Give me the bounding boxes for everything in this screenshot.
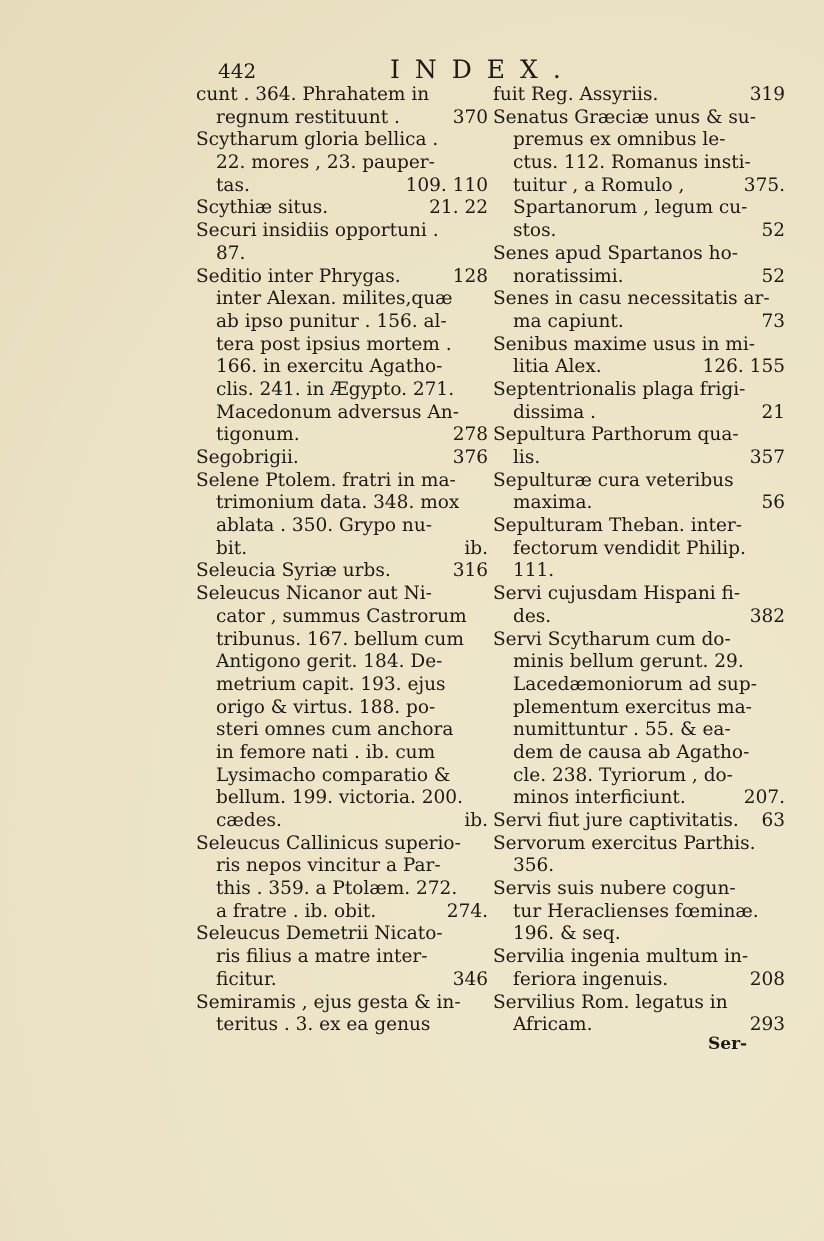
index-line	[196, 492, 488, 515]
index-text: dem de causa ab Agatho-	[513, 741, 750, 763]
index-text: Seditio inter Phrygas.	[196, 265, 401, 287]
index-text: Seleucus Nicanor aut Ni-	[196, 583, 432, 605]
index-text: in femore nati . ib. cum	[216, 741, 436, 763]
index-text: Seleucus Callinicus superio-	[196, 832, 461, 854]
index-line	[196, 992, 488, 1015]
index-entry	[493, 515, 785, 583]
index-text: cle. 238. Tyriorum , do-	[513, 764, 733, 786]
index-line	[493, 515, 785, 538]
index-entry	[493, 379, 785, 424]
index-text: Selene Ptolem. fratri in ma-	[196, 469, 456, 491]
index-line	[493, 356, 785, 379]
index-text: Segobrigii.	[196, 447, 299, 468]
index-line	[196, 787, 488, 810]
index-line	[493, 765, 785, 788]
index-line	[196, 107, 488, 130]
index-text: noratissimi.	[513, 265, 624, 287]
index-text: ma capiunt.	[513, 310, 624, 332]
page-number: 442	[218, 59, 257, 83]
index-text: Servi cujusdam Hispani fi-	[493, 583, 741, 605]
index-text: Servi fiut jure captivitatis.	[493, 810, 739, 831]
index-page-ref: 319	[749, 84, 785, 105]
index-line	[196, 560, 488, 583]
index-line	[196, 220, 488, 243]
index-line	[493, 492, 785, 515]
index-text: Senatus Græciæ unus & su-	[493, 106, 756, 128]
index-line	[196, 742, 488, 765]
index-line	[196, 833, 488, 856]
index-text: trimonium data. 348. mox	[216, 492, 460, 514]
index-line	[196, 175, 488, 198]
index-line	[196, 765, 488, 788]
index-text: Securi insidiis opportuni .	[196, 220, 439, 242]
index-line	[196, 379, 488, 402]
index-line	[196, 470, 488, 493]
index-entry	[196, 129, 488, 197]
index-text: bellum. 199. victoria. 200.	[216, 787, 463, 809]
index-entry	[493, 833, 785, 878]
index-line	[196, 946, 488, 969]
page-header	[218, 55, 778, 85]
index-text: Sepultura Parthorum qua-	[493, 424, 739, 446]
index-page-ref: 21	[761, 401, 785, 423]
index-entry	[196, 266, 488, 448]
index-entry	[196, 833, 488, 924]
index-text: a fratre . ib. obit.	[216, 900, 377, 922]
index-line	[493, 84, 785, 107]
index-text: litia Alex.	[513, 356, 602, 378]
index-entry	[493, 84, 785, 107]
index-text: maxima.	[513, 492, 593, 514]
index-entry	[196, 583, 488, 833]
index-text: cædes.	[216, 810, 282, 831]
index-text: 166. in exercitu Agatho-	[216, 356, 443, 378]
index-line	[493, 583, 785, 606]
index-line	[196, 84, 488, 107]
index-text: steri omnes cum anchora	[216, 719, 454, 741]
index-text: tera post ipsius mortem .	[216, 333, 452, 355]
page-title: INDEX.	[390, 55, 576, 84]
index-line	[493, 334, 785, 357]
index-line	[196, 356, 488, 379]
index-line	[493, 810, 785, 833]
index-line	[493, 969, 785, 992]
index-text: Scythiæ situs.	[196, 197, 329, 219]
index-line	[196, 538, 488, 561]
index-line	[493, 697, 785, 720]
index-text: 356.	[513, 855, 555, 877]
index-text: regnum restituunt .	[216, 106, 400, 128]
index-page-ref: 63	[761, 810, 785, 831]
index-text: 196. & seq.	[513, 923, 621, 945]
catchword: Ser-	[708, 1034, 748, 1054]
index-entry	[196, 197, 488, 220]
index-entry	[196, 992, 488, 1037]
index-page-ref: 207.	[743, 787, 785, 809]
index-line	[493, 946, 785, 969]
index-line	[196, 197, 488, 220]
index-text: ris nepos vincitur a Par-	[216, 855, 441, 877]
index-text: metrium capit. 193. ejus	[216, 673, 446, 695]
index-line	[196, 583, 488, 606]
index-entry	[493, 629, 785, 811]
index-text: cunt . 364. Phrahatem in	[196, 84, 430, 105]
index-text: tas.	[216, 174, 250, 196]
index-page-ref: 316	[452, 560, 488, 582]
index-page-ref: 346	[452, 968, 488, 990]
index-line	[493, 742, 785, 765]
index-page-ref: 73	[761, 310, 785, 332]
index-text: premus ex omnibus le-	[513, 129, 726, 151]
index-line	[493, 243, 785, 266]
index-line	[196, 1014, 488, 1037]
index-line	[493, 311, 785, 334]
index-entry	[493, 810, 785, 833]
index-column-right	[493, 84, 785, 1037]
index-page-ref: 126. 155	[702, 356, 785, 378]
index-text: Macedonum adversus An-	[216, 401, 459, 423]
index-page-ref: 21. 22	[429, 197, 488, 219]
index-page-ref: 370	[452, 106, 488, 128]
index-text: fuit Reg. Assyriis.	[493, 84, 659, 105]
index-entry	[493, 470, 785, 515]
index-line	[196, 447, 488, 470]
index-entry	[493, 946, 785, 991]
index-text: Seleucia Syriæ urbs.	[196, 560, 391, 582]
index-text: Lysimacho comparatio &	[216, 764, 451, 786]
index-line	[196, 923, 488, 946]
index-line	[493, 447, 785, 470]
index-entry	[493, 107, 785, 243]
index-line	[493, 107, 785, 130]
index-text: dissima .	[513, 401, 596, 423]
index-line	[493, 878, 785, 901]
index-line	[493, 855, 785, 878]
index-text: minos interficiunt.	[513, 787, 686, 809]
index-line	[196, 424, 488, 447]
index-page-ref: ib.	[464, 537, 488, 559]
index-text: origo & virtus. 188. po-	[216, 696, 436, 718]
index-line	[196, 334, 488, 357]
index-column-left	[196, 84, 488, 1037]
index-line	[196, 719, 488, 742]
index-text: Africam.	[513, 1014, 593, 1036]
index-text: this . 359. a Ptolæm. 272.	[216, 878, 458, 900]
index-entry	[493, 992, 785, 1037]
index-line	[196, 674, 488, 697]
index-line	[196, 243, 488, 266]
index-entry	[196, 220, 488, 265]
index-text: Antigono gerit. 184. De-	[216, 651, 443, 673]
index-entry	[493, 424, 785, 469]
index-text: ris filius a matre inter-	[216, 946, 428, 968]
index-line	[493, 629, 785, 652]
index-line	[196, 515, 488, 538]
index-page-ref: 382	[749, 605, 785, 627]
index-page-ref: ib.	[464, 810, 488, 831]
index-text: Servorum exercitus Parthis.	[493, 832, 756, 854]
index-text: feriora ingenuis.	[513, 968, 669, 990]
index-line	[196, 266, 488, 289]
index-entry	[493, 583, 785, 628]
index-page-ref: 375.	[743, 174, 785, 196]
index-text: ctus. 112. Romanus insti-	[513, 152, 751, 174]
index-line	[196, 129, 488, 152]
index-entry	[196, 560, 488, 583]
index-line	[196, 878, 488, 901]
index-line	[196, 901, 488, 924]
index-line	[493, 175, 785, 198]
index-line	[493, 651, 785, 674]
index-text: minis bellum gerunt. 29.	[513, 651, 744, 673]
index-page-ref: 357	[749, 447, 785, 468]
index-page-ref: 278	[452, 424, 488, 446]
index-text: tigonum.	[216, 424, 300, 446]
index-text: Servilius Rom. legatus in	[493, 991, 728, 1013]
index-line	[493, 560, 785, 583]
index-text: tur Heraclienses fœminæ.	[513, 900, 759, 922]
index-text: Servis suis nubere cogun-	[493, 878, 736, 900]
index-entry	[493, 878, 785, 946]
index-line	[493, 923, 785, 946]
index-page-ref: 376	[452, 447, 488, 468]
index-line	[196, 969, 488, 992]
index-line	[196, 697, 488, 720]
index-line	[196, 152, 488, 175]
index-text: Lacedæmoniorum ad sup-	[513, 673, 757, 695]
index-text: stos.	[513, 220, 557, 242]
index-line	[493, 901, 785, 924]
index-page-ref: 293	[749, 1014, 785, 1036]
index-text: Spartanorum , legum cu-	[513, 197, 748, 219]
index-text: teritus . 3. ex ea genus	[216, 1014, 431, 1036]
index-line	[196, 288, 488, 311]
index-line	[196, 629, 488, 652]
index-page-ref: 274.	[446, 900, 488, 922]
index-line	[493, 992, 785, 1015]
index-text: 111.	[513, 560, 555, 582]
index-text: fectorum vendidit Philip.	[513, 537, 746, 559]
index-entry	[196, 84, 488, 129]
index-page-ref: 128	[452, 265, 488, 287]
index-line	[493, 470, 785, 493]
index-text: Semiramis , ejus gesta & in-	[196, 991, 461, 1013]
index-line	[493, 787, 785, 810]
index-text: Scytharum gloria bellica .	[196, 129, 439, 151]
index-entry	[493, 334, 785, 379]
index-line	[493, 197, 785, 220]
index-line	[196, 810, 488, 833]
index-entry	[196, 923, 488, 991]
index-line	[493, 424, 785, 447]
index-entry	[493, 288, 785, 333]
index-line	[493, 152, 785, 175]
index-line	[196, 311, 488, 334]
index-line	[493, 719, 785, 742]
index-text: Servilia ingenia multum in-	[493, 946, 749, 968]
index-text: Sepulturam Theban. inter-	[493, 515, 743, 537]
index-line	[493, 220, 785, 243]
index-text: ablata . 350. Grypo nu-	[216, 515, 433, 537]
index-text: plementum exercitus ma-	[513, 696, 752, 718]
index-line	[196, 855, 488, 878]
index-line	[493, 538, 785, 561]
index-text: lis.	[513, 447, 541, 468]
index-text: ab ipso punitur . 156. al-	[216, 310, 447, 332]
index-text: Senes apud Spartanos ho-	[493, 242, 738, 264]
index-text: inter Alexan. milites,quæ	[216, 288, 453, 310]
index-line	[196, 402, 488, 425]
index-entry	[196, 470, 488, 561]
index-text: 22. mores , 23. pauper-	[216, 152, 435, 174]
index-text: Seleucus Demetrii Nicato-	[196, 923, 443, 945]
index-entry	[493, 243, 785, 288]
index-line	[493, 266, 785, 289]
index-text: Senibus maxime usus in mi-	[493, 333, 755, 355]
index-text: numittuntur . 55. & ea-	[513, 719, 731, 741]
index-page-ref: 109. 110	[405, 174, 488, 196]
index-line	[196, 651, 488, 674]
index-page-ref: 208	[749, 968, 785, 990]
index-line	[493, 674, 785, 697]
index-line	[493, 129, 785, 152]
index-page-ref: 52	[761, 220, 785, 242]
index-text: clis. 241. in Ægypto. 271.	[216, 378, 455, 400]
index-text: des.	[513, 605, 552, 627]
index-line	[493, 833, 785, 856]
index-text: tribunus. 167. bellum cum	[216, 628, 464, 650]
index-text: Sepulturæ cura veteribus	[493, 469, 734, 491]
index-page-ref: 56	[761, 492, 785, 514]
index-line	[493, 288, 785, 311]
index-text: cator , summus Castrorum	[216, 605, 467, 627]
index-text: tuitur , a Romulo ,	[513, 174, 685, 196]
index-text: Servi Scytharum cum do-	[493, 628, 731, 650]
index-text: Senes in casu necessitatis ar-	[493, 288, 770, 310]
index-line	[196, 606, 488, 629]
index-text: ficitur.	[216, 968, 277, 990]
index-page-ref: 52	[761, 265, 785, 287]
index-text: 87.	[216, 242, 246, 264]
index-line	[493, 402, 785, 425]
index-line	[493, 606, 785, 629]
index-line	[493, 379, 785, 402]
index-text: Septentrionalis plaga frigi-	[493, 378, 746, 400]
index-entry	[196, 447, 488, 470]
index-text: bit.	[216, 537, 248, 559]
